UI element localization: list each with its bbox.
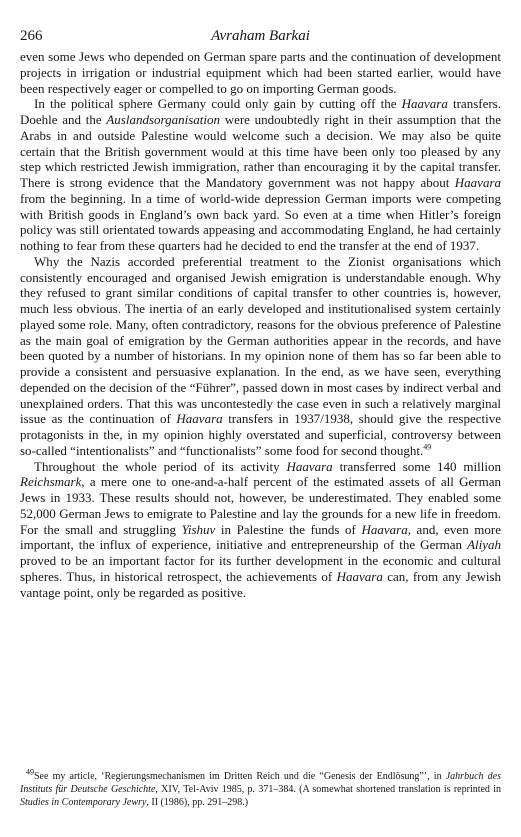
text-run: , II (1986), pp. 291–298.): [146, 797, 249, 808]
text-run: were undoubtedly right in their assumption that the Arabs in and outside Palestine would welcome such a decision. We may also be quite certain that the British government would at this time have been only too pleased by any step which restricted Jewish immigration, rather than encouraging it by the capital transfer. There is strong evidence that the Mandatory government was not happy about: [20, 112, 501, 190]
text-run: Throughout the whole period of its activity: [34, 458, 287, 474]
text-run: in Palestine the funds of: [215, 521, 362, 537]
italic-term: Jahrbuch des Instituts für Deutsche Geschichte: [20, 771, 501, 795]
italic-term: Haavara: [401, 96, 448, 112]
page-header: [20, 28, 501, 48]
paragraph: [20, 96, 501, 254]
text-run: transfers in 1937/1938, should give the respective protagonists in the, in my opinion highly overstated and superficial, controversy between so-called “intentionalists” and “functionalists” some food for second thought.: [20, 411, 502, 458]
italic-term: Haavara: [361, 521, 408, 537]
italic-term: Haavara: [176, 411, 223, 427]
italic-term: Auslandsorganisation: [106, 112, 220, 127]
italic-term: Haavara: [286, 458, 333, 474]
italic-term: Studies in Contemporary Jewry: [20, 797, 147, 808]
body-text: [20, 49, 501, 600]
italic-term: Haavara: [336, 568, 383, 584]
paragraph: [20, 459, 501, 601]
text-run: proved to be an important factor for its further development in the economic and cultural spheres. Thus, in historical retrospect, the achievements of: [20, 553, 501, 584]
page-number: 266: [20, 28, 43, 44]
text-run: even some Jews who depended on German spare parts and the continuation of development projects in irrigation or industrial equipment which had been started earlier, would have been respectively eager or compelled to go on importing German goods.: [20, 49, 501, 96]
text-run: See my article, ‘Regierungsmechanismen im Dritten Reich und die “Genesis der Endlösung”’, in: [34, 771, 446, 782]
footnote: [20, 767, 501, 809]
text-run: In the political sphere Germany could only gain by cutting off the: [34, 96, 402, 112]
footnote-reference: 49: [26, 767, 34, 777]
italic-term: Reichsmark: [20, 474, 82, 490]
italic-term: Yishuv: [181, 521, 216, 537]
running-head: Avraham Barkai: [211, 28, 310, 44]
text-run: , a mere one to one-and-a-half percent of the estimated assets of all German Jews in 1933. These results should not, however, be underestimated. They enabled some 52,000 German Jews to emigrate to Palestine and lay the grounds for a new life in freedom. For the small and struggling: [20, 474, 501, 537]
text-run: , XIV, Tel-Aviv 1985, p. 371–384. (A somewhat shortened translation is reprinted in: [155, 784, 501, 795]
italic-term: Haavara: [454, 175, 501, 190]
text-run: Why the Nazis accorded preferential treatment to the Zionist organisations which consistently encouraged and organised Jewish emigration is understandable enough. Why they refused to grant similar conditions of capital transfer to other countries is, however, much less obvious. The inertia of an early developed and institutionalised system certainly played some role. Many, often contradictory, reasons for the obvious preference of Palestine as the main goal of emigration by the German authorities appear in the records, and have been quoted by a number of historians. In my opinion none of them has so far been able to provide a consistent and persuasive explanation. In the end, as we have seen, everything depended on the decision of the “Führer”, passed down in most cases by indirect verbal and unexplained orders. That this was uncontestedly the case even in such a relatively marginal issue as the continuation of: [20, 253, 501, 427]
footnote-reference: 49: [423, 442, 432, 452]
paragraph: [20, 254, 501, 459]
text-run: transfers. Doehle and the: [20, 96, 501, 127]
paragraph: [20, 49, 501, 96]
italic-term: Aliyah: [467, 537, 501, 553]
text-run: can, from any Jewish vantage point, only be regarded as positive.: [20, 568, 501, 600]
text-run: transferred some 140 million: [332, 458, 501, 474]
text-run: from the beginning. In a time of world-wide depression German imports were competing with British goods in England’s own back yard. So even at a time when Hitler’s foreign policy was still orientated towards appeasing and accommodating England, he had certainly nothing to fear from these quarters had he decided to end the transfer at the end of 1937.: [20, 190, 501, 253]
text-run: , and, even more important, the influx of experience, initiative and entrepreneurship of the German: [20, 521, 501, 553]
